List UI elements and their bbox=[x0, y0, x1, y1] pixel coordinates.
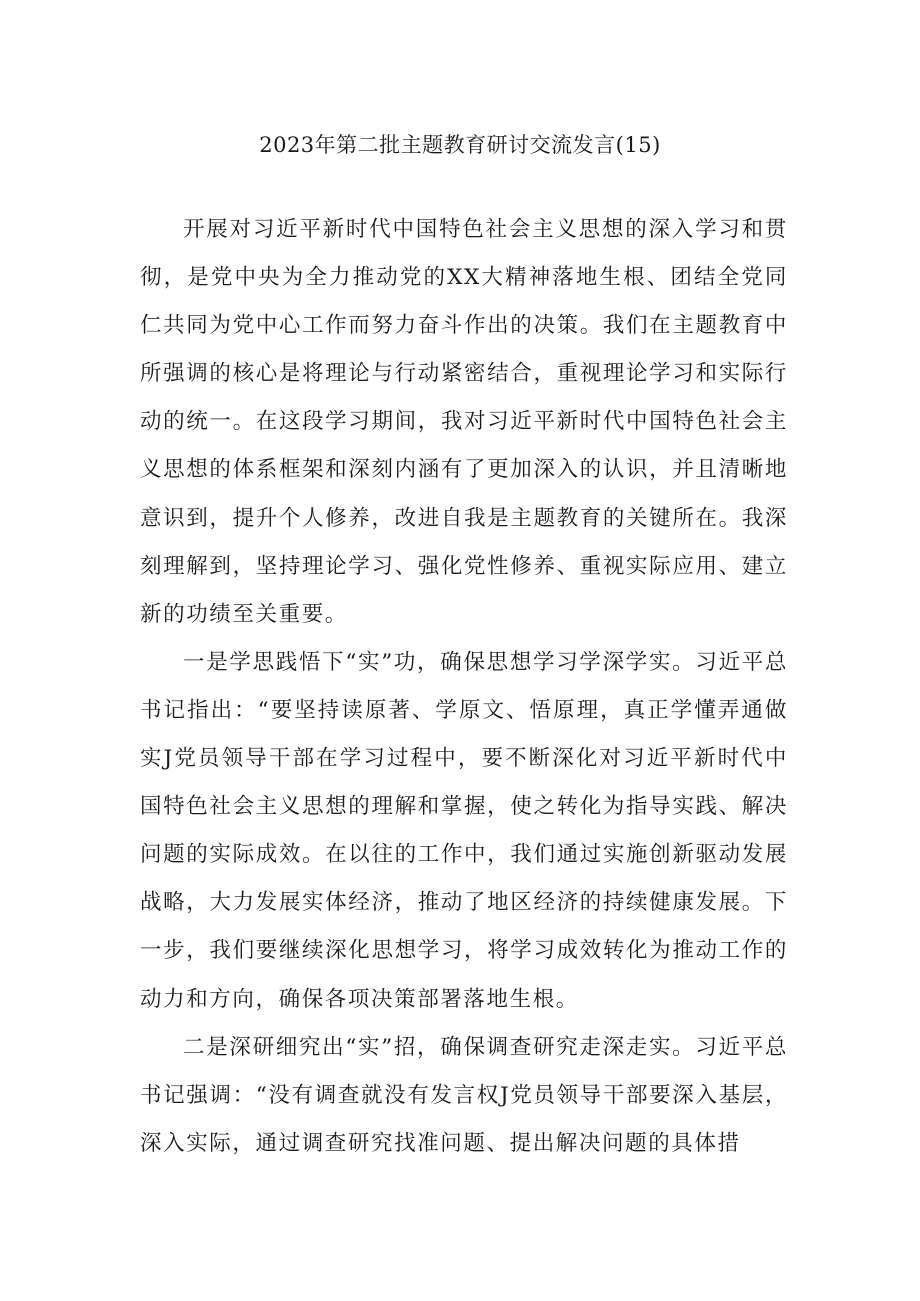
paragraph-point-one: 一是学思践悟下“实”功，确保思想学习学深学实。习近平总书记指出：“要坚持读原著、学原文、悟原理，真正学懂弄通做实J党员领导干部在学习过程中，要不断深化对习近平新时代中国特色社会主义思想的理解和掌握，使之转化为指导实践、解决问题的实际成效。在以往的工作中，我们通过实施创新驱动发展战略，大力发展实体经济，推动了地区经济的持续健康发展。下一步，我们要继续深化思想学习，将学习成效转化为推动工作的动力和方向，确保各项决策部署落地生根。 bbox=[140, 649, 788, 1012]
paragraph-point-two: 二是深研细究出“实”招，确保调查研究走深走实。习近平总书记强调：“没有调查就没有发言权J党员领导干部要深入基层，深入实际，通过调查研究找准问题、提出解决问题的具体措 bbox=[140, 1034, 788, 1156]
paragraph-intro: 开展对习近平新时代中国特色社会主义思想的深入学习和贯彻，是党中央为全力推动党的XX大精神落地生根、团结全党同仁共同为党中心工作而努力奋斗作出的决策。我们在主题教育中所强调的核心是将理论与行动紧密结合，重视理论学习和实际行动的统一。在这段学习期间，我对习近平新时代中国特色社会主义思想的体系框架和深刻内涵有了更加深入的认识，并且清晰地意识到，提升个人修养，改进自我是主题教育的关键所在。我深刻理解到，坚持理论学习、强化党性修养、重视实际应用、建立新的功绩至关重要。 bbox=[140, 217, 788, 627]
page-title: 2023年第二批主题教育研讨交流发言(15) bbox=[259, 133, 661, 157]
document-body bbox=[140, 206, 788, 1168]
